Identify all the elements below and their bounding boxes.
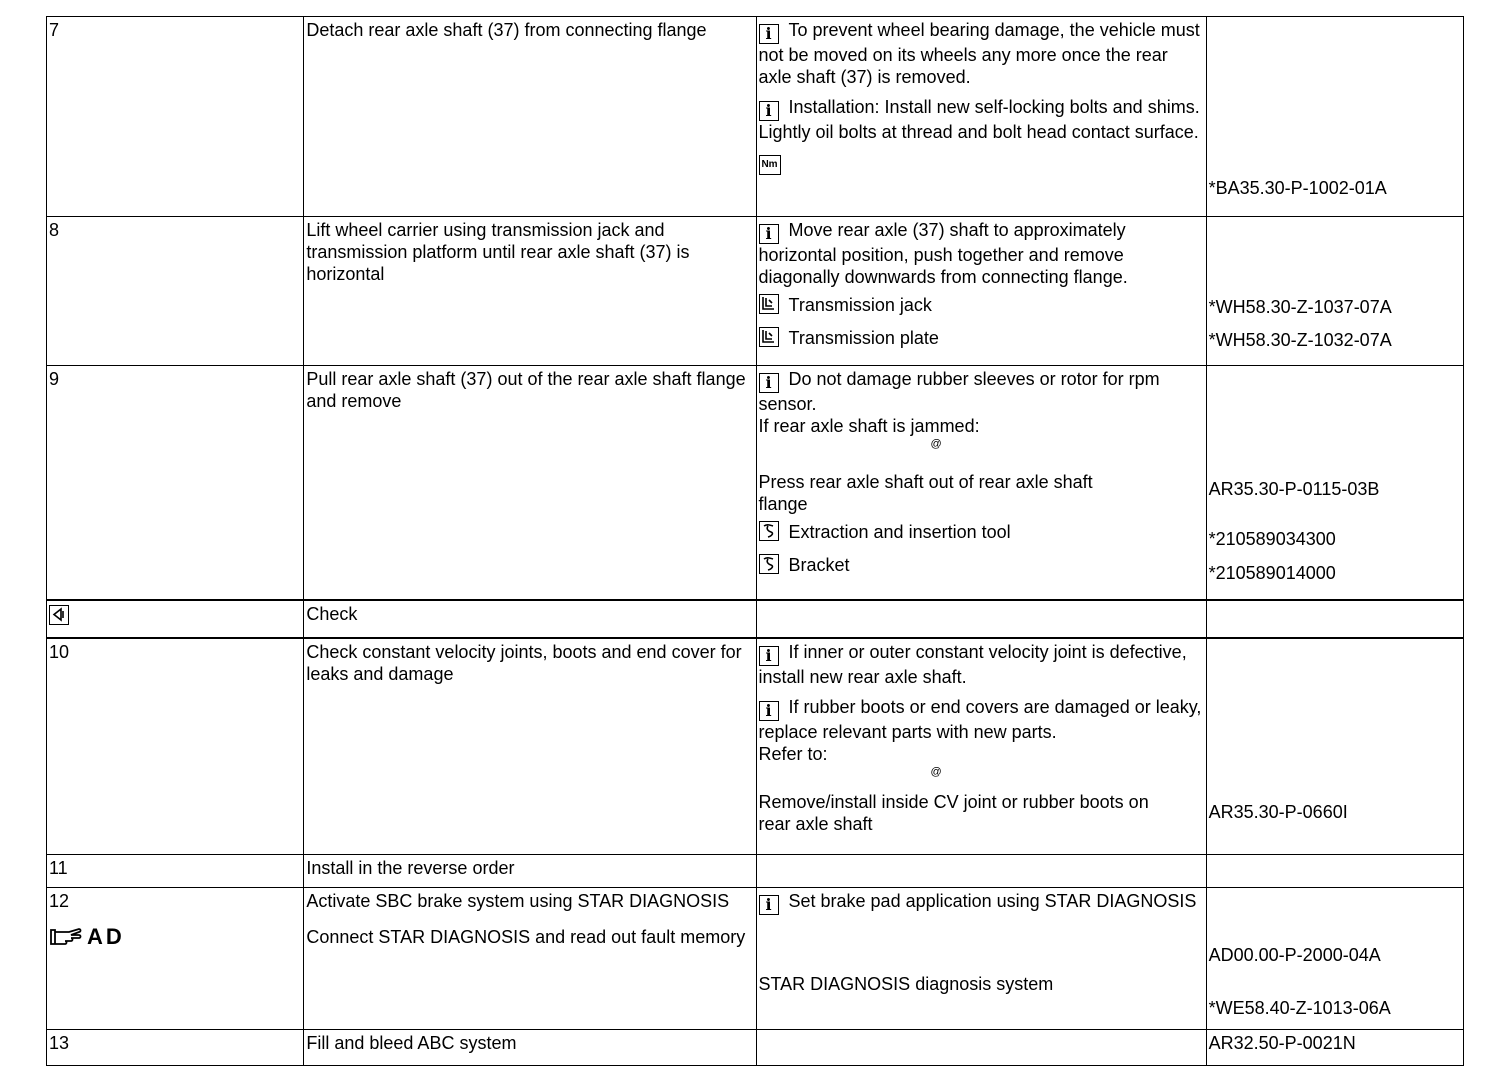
note: i Do not damage rubber sleeves or rotor for rpm sensor.	[758, 369, 1160, 415]
note: i If inner or outer constant velocity joint is defective, install new rear axle shaft.	[758, 641, 1187, 687]
step-refs	[1206, 366, 1463, 600]
step-refs	[1206, 17, 1463, 217]
step-action	[304, 888, 756, 1030]
step-refs	[1206, 1029, 1463, 1065]
reference-link[interactable]: AR35.30-P-0115-03B	[1208, 479, 1380, 500]
reference-link[interactable]: AD00.00-P-2000-04A	[1208, 945, 1381, 966]
table-row	[47, 600, 1464, 638]
step-number: 8	[47, 216, 304, 366]
step-notes	[756, 600, 1206, 638]
step-action: Install in the reverse order	[304, 855, 756, 888]
step-notes	[756, 888, 1206, 1030]
note: Transmission plate	[759, 327, 1204, 349]
reference-link[interactable]: *WE58.40-Z-1013-06A	[1208, 998, 1391, 1019]
equipment-icon	[759, 294, 779, 314]
note: Transmission jack	[759, 294, 1204, 316]
table-row	[47, 216, 1464, 366]
step-action-text: Activate SBC brake system using STAR DIAGNOSIS	[306, 891, 730, 912]
step-number: 10	[47, 638, 304, 855]
step-refs	[1206, 216, 1463, 366]
note: i If rubber boots or end covers are damaged or leaky, replace relevant parts with new parts.	[758, 696, 1202, 742]
info-icon: i	[759, 646, 779, 666]
check-icon	[49, 605, 69, 625]
table-row	[47, 1029, 1464, 1065]
step-notes	[756, 855, 1206, 888]
info-icon: i	[759, 895, 779, 915]
info-icon: i	[759, 101, 779, 121]
step-number: 11	[47, 855, 304, 888]
step-refs	[1206, 888, 1463, 1030]
step-action: Lift wheel carrier using transmission jack and transmission platform until rear axle shaft (37) is horizontal	[304, 216, 756, 366]
step-notes	[756, 638, 1206, 855]
reference-link[interactable]: *WH58.30-Z-1032-07A	[1208, 329, 1392, 350]
torque-icon: Nm	[759, 155, 781, 175]
equipment-icon	[759, 327, 779, 347]
step-refs	[1206, 855, 1463, 888]
note: i Set brake pad application using STAR DIAGNOSIS	[759, 890, 1204, 915]
procedure-table	[46, 16, 1464, 1066]
ad-label: AD	[87, 924, 125, 950]
note-text: Remove/install inside CV joint or rubber boots on rear axle shaft	[758, 791, 1149, 834]
step-action: Fill and bleed ABC system	[304, 1029, 756, 1065]
reference-link[interactable]: *BA35.30-P-1002-01A	[1208, 178, 1387, 198]
table-row	[47, 888, 1464, 1030]
step-notes	[756, 17, 1206, 217]
step-number	[47, 600, 304, 638]
step-number	[47, 888, 304, 1030]
note: i To prevent wheel bearing damage, the vehicle must not be moved on its wheels any more once the rear axle shaft (37) is removed.	[758, 20, 1200, 87]
step-refs	[1206, 600, 1463, 638]
note: i Installation: Install new self-locking bolts and shims. Lightly oil bolts at thread and bolt head contact surface.	[758, 97, 1200, 142]
step-refs	[1206, 638, 1463, 855]
step-notes	[756, 1029, 1206, 1065]
note: Bracket	[759, 554, 1204, 576]
info-icon: i	[759, 224, 779, 244]
step-action: Pull rear axle shaft (37) out of the rear axle shaft flange and remove	[304, 366, 756, 600]
note: Extraction and insertion tool	[759, 521, 1204, 543]
table-row	[47, 638, 1464, 855]
link-marker[interactable]: @	[930, 438, 942, 451]
step-action: Check constant velocity joints, boots and end cover for leaks and damage	[304, 638, 756, 855]
note-text: If rear axle shaft is jammed:	[758, 416, 980, 437]
step-action-text: Connect STAR DIAGNOSIS and read out fault memory	[306, 927, 746, 948]
link-marker[interactable]: @	[930, 765, 942, 778]
reference-link[interactable]: *WH58.30-Z-1037-07A	[1208, 296, 1392, 317]
table-row	[47, 366, 1464, 600]
table-row	[47, 17, 1464, 217]
reference-link[interactable]: *210589014000	[1208, 563, 1336, 584]
info-icon: i	[759, 701, 779, 721]
note: i Move rear axle (37) shaft to approximately horizontal position, push together and remove diagonally downwards from connecting flange.	[758, 219, 1128, 287]
step-number: 13	[47, 1029, 304, 1065]
diagnosis-hand-icon	[49, 926, 125, 948]
step-notes	[756, 216, 1206, 366]
info-icon: i	[759, 373, 779, 393]
step-number: 9	[47, 366, 304, 600]
step-notes	[756, 366, 1206, 600]
step-number-text: 12	[49, 891, 70, 912]
reference-link[interactable]: AR35.30-P-0660I	[1208, 801, 1348, 822]
tool-icon	[759, 554, 779, 574]
note-text: STAR DIAGNOSIS diagnosis system	[758, 974, 1054, 995]
table-row	[47, 855, 1464, 888]
reference-link[interactable]: *210589034300	[1208, 529, 1336, 550]
step-number: 7	[47, 17, 304, 217]
note-text: Press rear axle shaft out of rear axle shaft flange	[758, 472, 1093, 515]
step-action: Detach rear axle shaft (37) from connecting flange	[304, 17, 756, 217]
reference-link[interactable]: AR32.50-P-0021N	[1208, 1032, 1356, 1053]
step-action: Check	[304, 600, 756, 638]
note	[759, 147, 1204, 175]
note-text: Refer to:	[758, 743, 828, 764]
info-icon: i	[759, 24, 779, 44]
tool-icon	[759, 521, 779, 541]
